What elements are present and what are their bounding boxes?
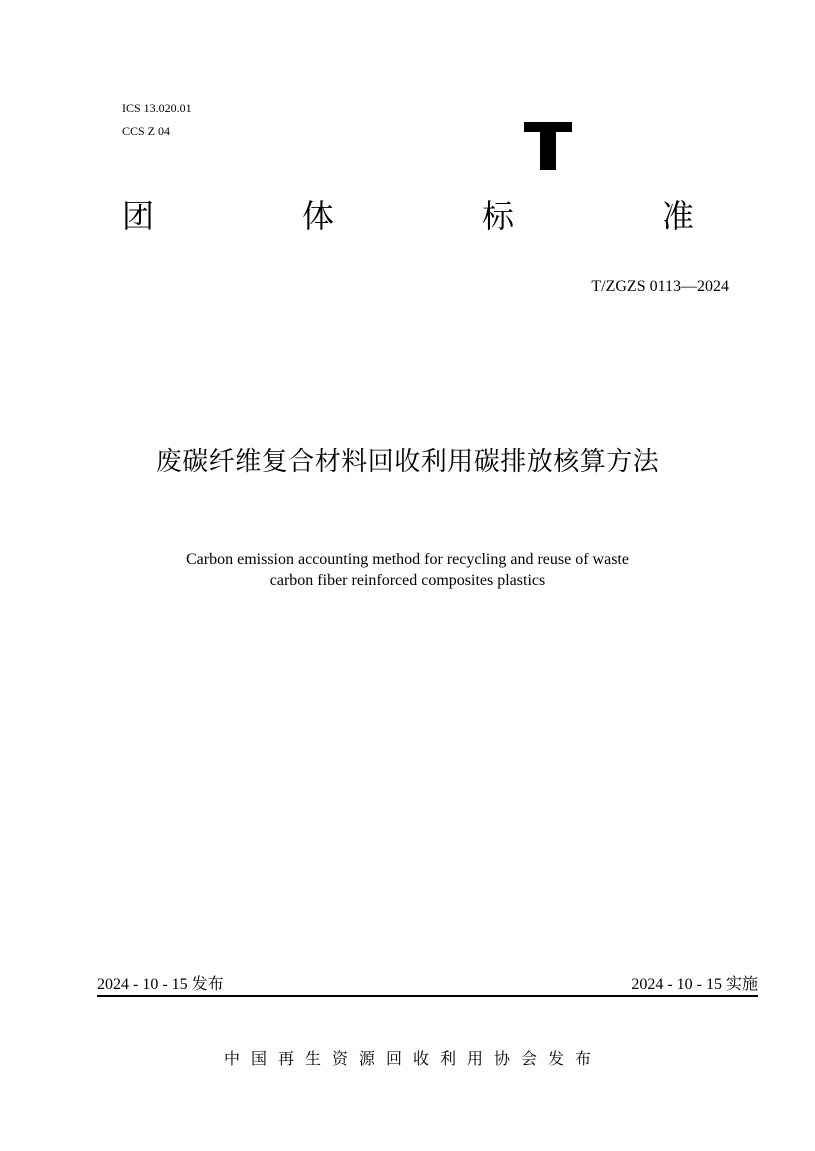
english-title bbox=[0, 549, 815, 591]
group-standard-t-logo bbox=[524, 122, 572, 170]
standard-type-char: 准 bbox=[661, 197, 694, 235]
ccs-code: CCS Z 04 bbox=[122, 124, 171, 138]
standard-type-heading bbox=[122, 194, 694, 238]
english-title-line: carbon fiber reinforced composites plastics bbox=[269, 572, 546, 589]
implementation-date: 2024 - 10 - 15 实施 bbox=[631, 976, 758, 993]
date-row bbox=[97, 974, 758, 996]
ics-code: ICS 13.020.01 bbox=[122, 101, 192, 115]
standard-type-char: 标 bbox=[481, 197, 514, 235]
publisher: 中国再生资源回收利用协会发布 bbox=[223, 1049, 602, 1068]
chinese-title: 废碳纤维复合材料回收利用碳排放核算方法 bbox=[155, 447, 660, 477]
standard-number: T/ZGZS 0113—2024 bbox=[591, 278, 729, 295]
date-divider-line bbox=[97, 995, 758, 997]
english-title-line: Carbon emission accounting method for recycling and reuse of waste bbox=[186, 551, 629, 568]
standard-type-char: 体 bbox=[301, 197, 334, 235]
standard-type-char: 团 bbox=[122, 197, 155, 235]
issue-date: 2024 - 10 - 15 发布 bbox=[97, 976, 224, 993]
